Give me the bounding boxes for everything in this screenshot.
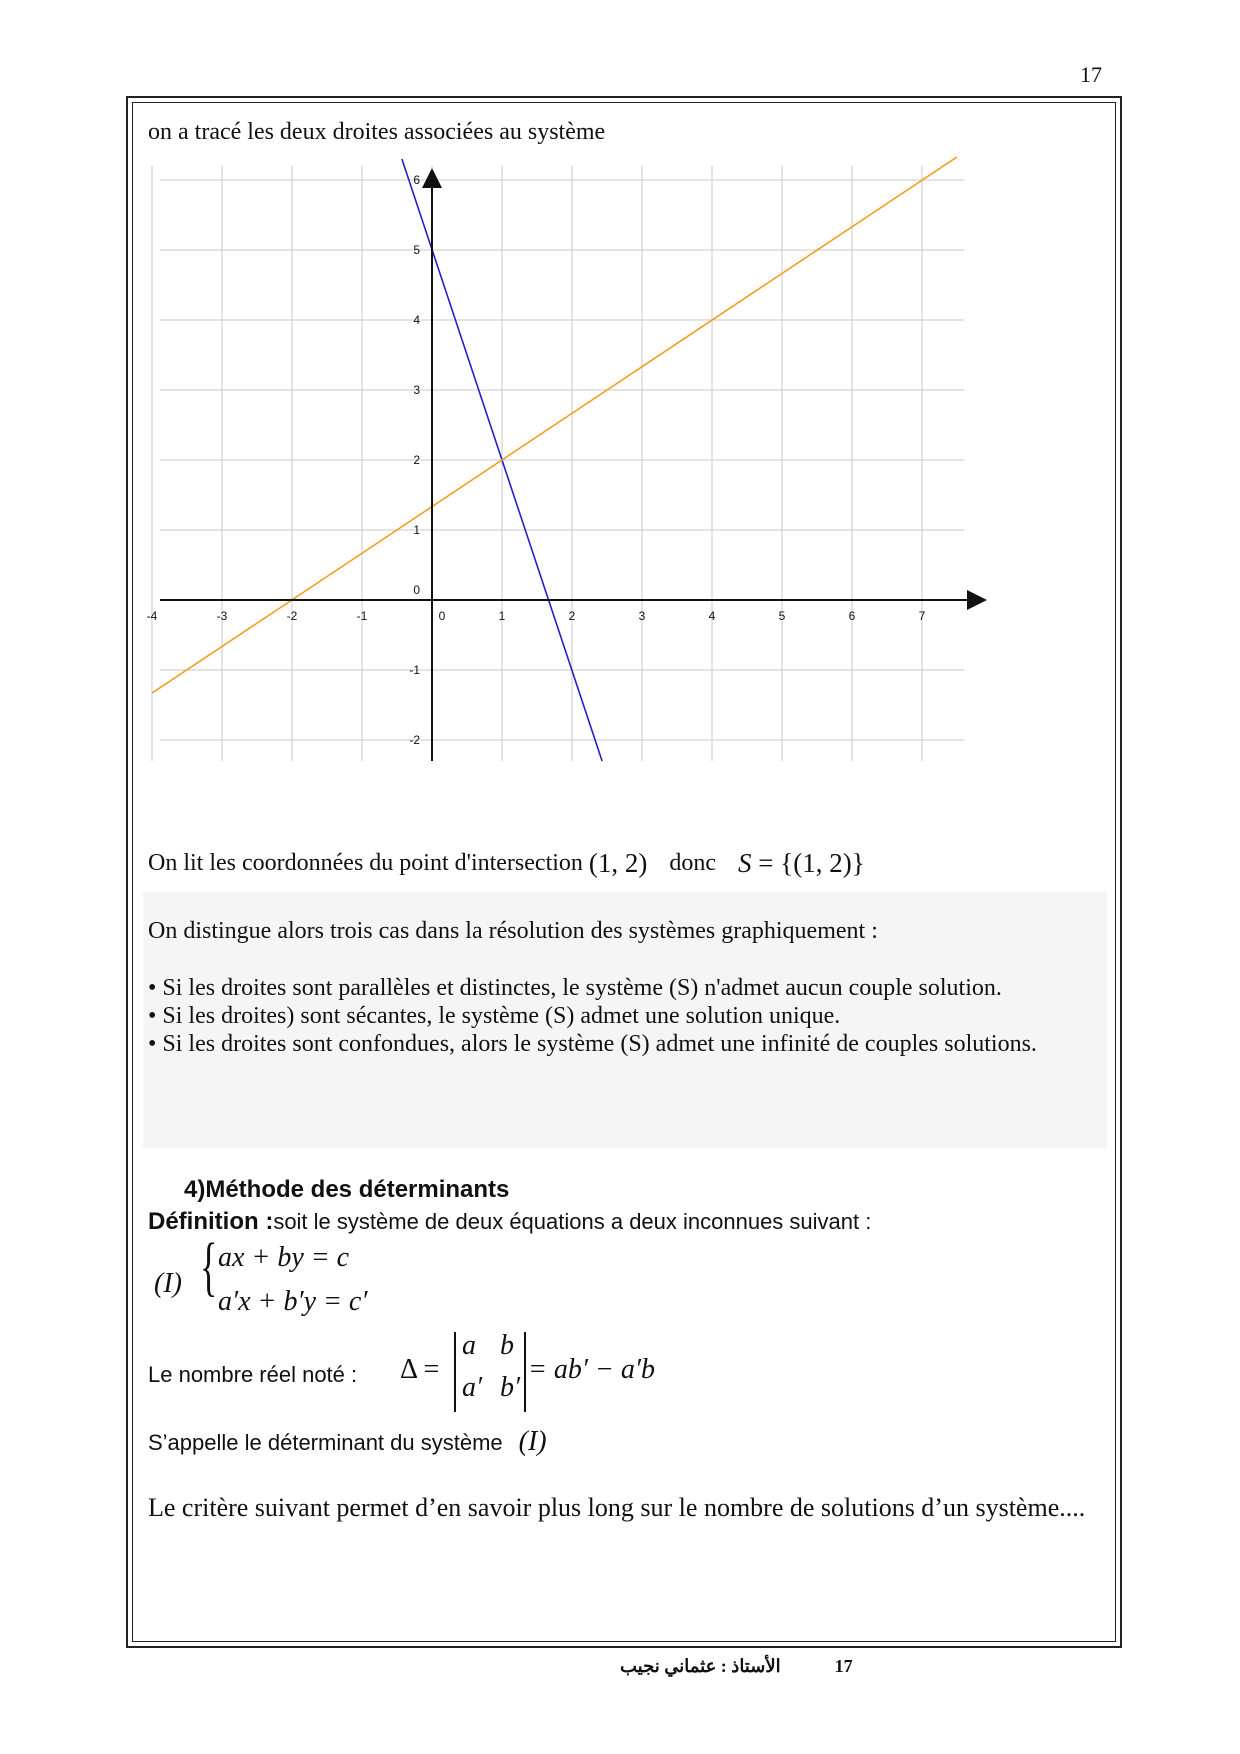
x-tick-label: -1 — [356, 609, 368, 623]
case-item: • Si les droites sont confondues, alors le système (S) admet une infinité de couples solutions. — [148, 1031, 1037, 1057]
footer-page: 17 — [834, 1656, 853, 1676]
footer — [620, 1656, 853, 1677]
system-graph — [146, 168, 1080, 848]
x-tick-label: 0 — [438, 609, 446, 623]
determinant-label: Le nombre réel noté : — [148, 1362, 358, 1387]
y-tick-label: 0 — [413, 583, 420, 597]
equation-2: a′x + b′y = c′ — [218, 1286, 368, 1317]
system-ref: (I) — [518, 1426, 547, 1457]
y-tick-label: 6 — [413, 173, 420, 187]
y-tick-label: 3 — [413, 383, 420, 397]
solution-set — [738, 848, 865, 879]
x-tick-label: 6 — [848, 609, 856, 623]
y-tick-label: 4 — [413, 313, 420, 327]
intro-text: on a tracé les deux droites associées au système — [148, 119, 606, 145]
y-tick-label: -1 — [409, 663, 420, 677]
definition-label: Définition : — [148, 1208, 274, 1235]
x-tick-label: -2 — [286, 609, 298, 623]
cases-intro: On distingue alors trois cas dans la résolution des systèmes graphiquement : — [148, 918, 878, 944]
horizontal-gridlines — [160, 180, 964, 740]
x-tick-label: -3 — [216, 609, 228, 623]
orange-line — [152, 157, 957, 693]
sappelle-text: S’appelle le déterminant du système — [148, 1430, 503, 1455]
solution-rhs: = {(1, 2)} — [751, 848, 865, 878]
determinant-expansion: = ab′ − a′b — [528, 1354, 656, 1385]
x-tick-label: 2 — [568, 609, 576, 623]
determinant-bar-right — [524, 1332, 526, 1412]
solution-lhs: S — [738, 848, 752, 878]
x-tick-labels — [147, 609, 926, 623]
intersection-line — [148, 848, 865, 879]
x-tick-label: -4 — [146, 609, 158, 623]
y-tick-label: 1 — [413, 523, 420, 537]
determinant-definition — [148, 1426, 547, 1458]
matrix-a-prime: a′ — [462, 1372, 483, 1403]
cases-box — [143, 892, 1107, 1148]
critere-text: Le critère suivant permet d’en savoir plus long sur le nombre de solutions d’un système.... — [148, 1493, 1086, 1522]
vertical-gridlines — [152, 166, 922, 761]
page-number-top: 17 — [1080, 62, 1102, 87]
footer-author: الأستاذ : عثماني نجيب — [620, 1656, 781, 1676]
y-tick-label: -2 — [409, 733, 420, 747]
system-brace: { — [200, 1230, 218, 1303]
definition — [148, 1208, 871, 1236]
matrix-b-prime: b′ — [500, 1372, 521, 1403]
x-tick-label: 4 — [708, 609, 716, 623]
system-name: (I) — [154, 1268, 182, 1299]
delta-symbol: Δ = — [400, 1354, 440, 1385]
matrix-b: b — [500, 1330, 514, 1361]
equation-1: ax + by = c — [218, 1242, 350, 1273]
x-tick-label: 7 — [918, 609, 926, 623]
y-tick-label: 2 — [413, 453, 420, 467]
x-tick-label: 1 — [498, 609, 506, 623]
determinant-bar-left — [454, 1332, 456, 1412]
case-item: • Si les droites) sont sécantes, le système (S) admet une solution unique. — [148, 1003, 841, 1029]
cases-list — [148, 974, 1078, 1058]
case-item: • Si les droites sont parallèles et distinctes, le système (S) n'admet aucun couple solution. — [148, 975, 1002, 1001]
intersection-point: (1, 2) — [588, 848, 648, 878]
definition-text: soit le système de deux équations a deux inconnues suivant : — [273, 1209, 872, 1234]
matrix-a: a — [462, 1330, 476, 1361]
intersection-text: On lit les coordonnées du point d'intersection — [148, 850, 583, 876]
y-tick-label: 5 — [413, 243, 420, 257]
x-tick-label: 5 — [778, 609, 786, 623]
x-tick-label: 3 — [638, 609, 646, 623]
donc-word: donc — [669, 850, 717, 876]
section-title: 4)Méthode des déterminants — [184, 1176, 510, 1203]
